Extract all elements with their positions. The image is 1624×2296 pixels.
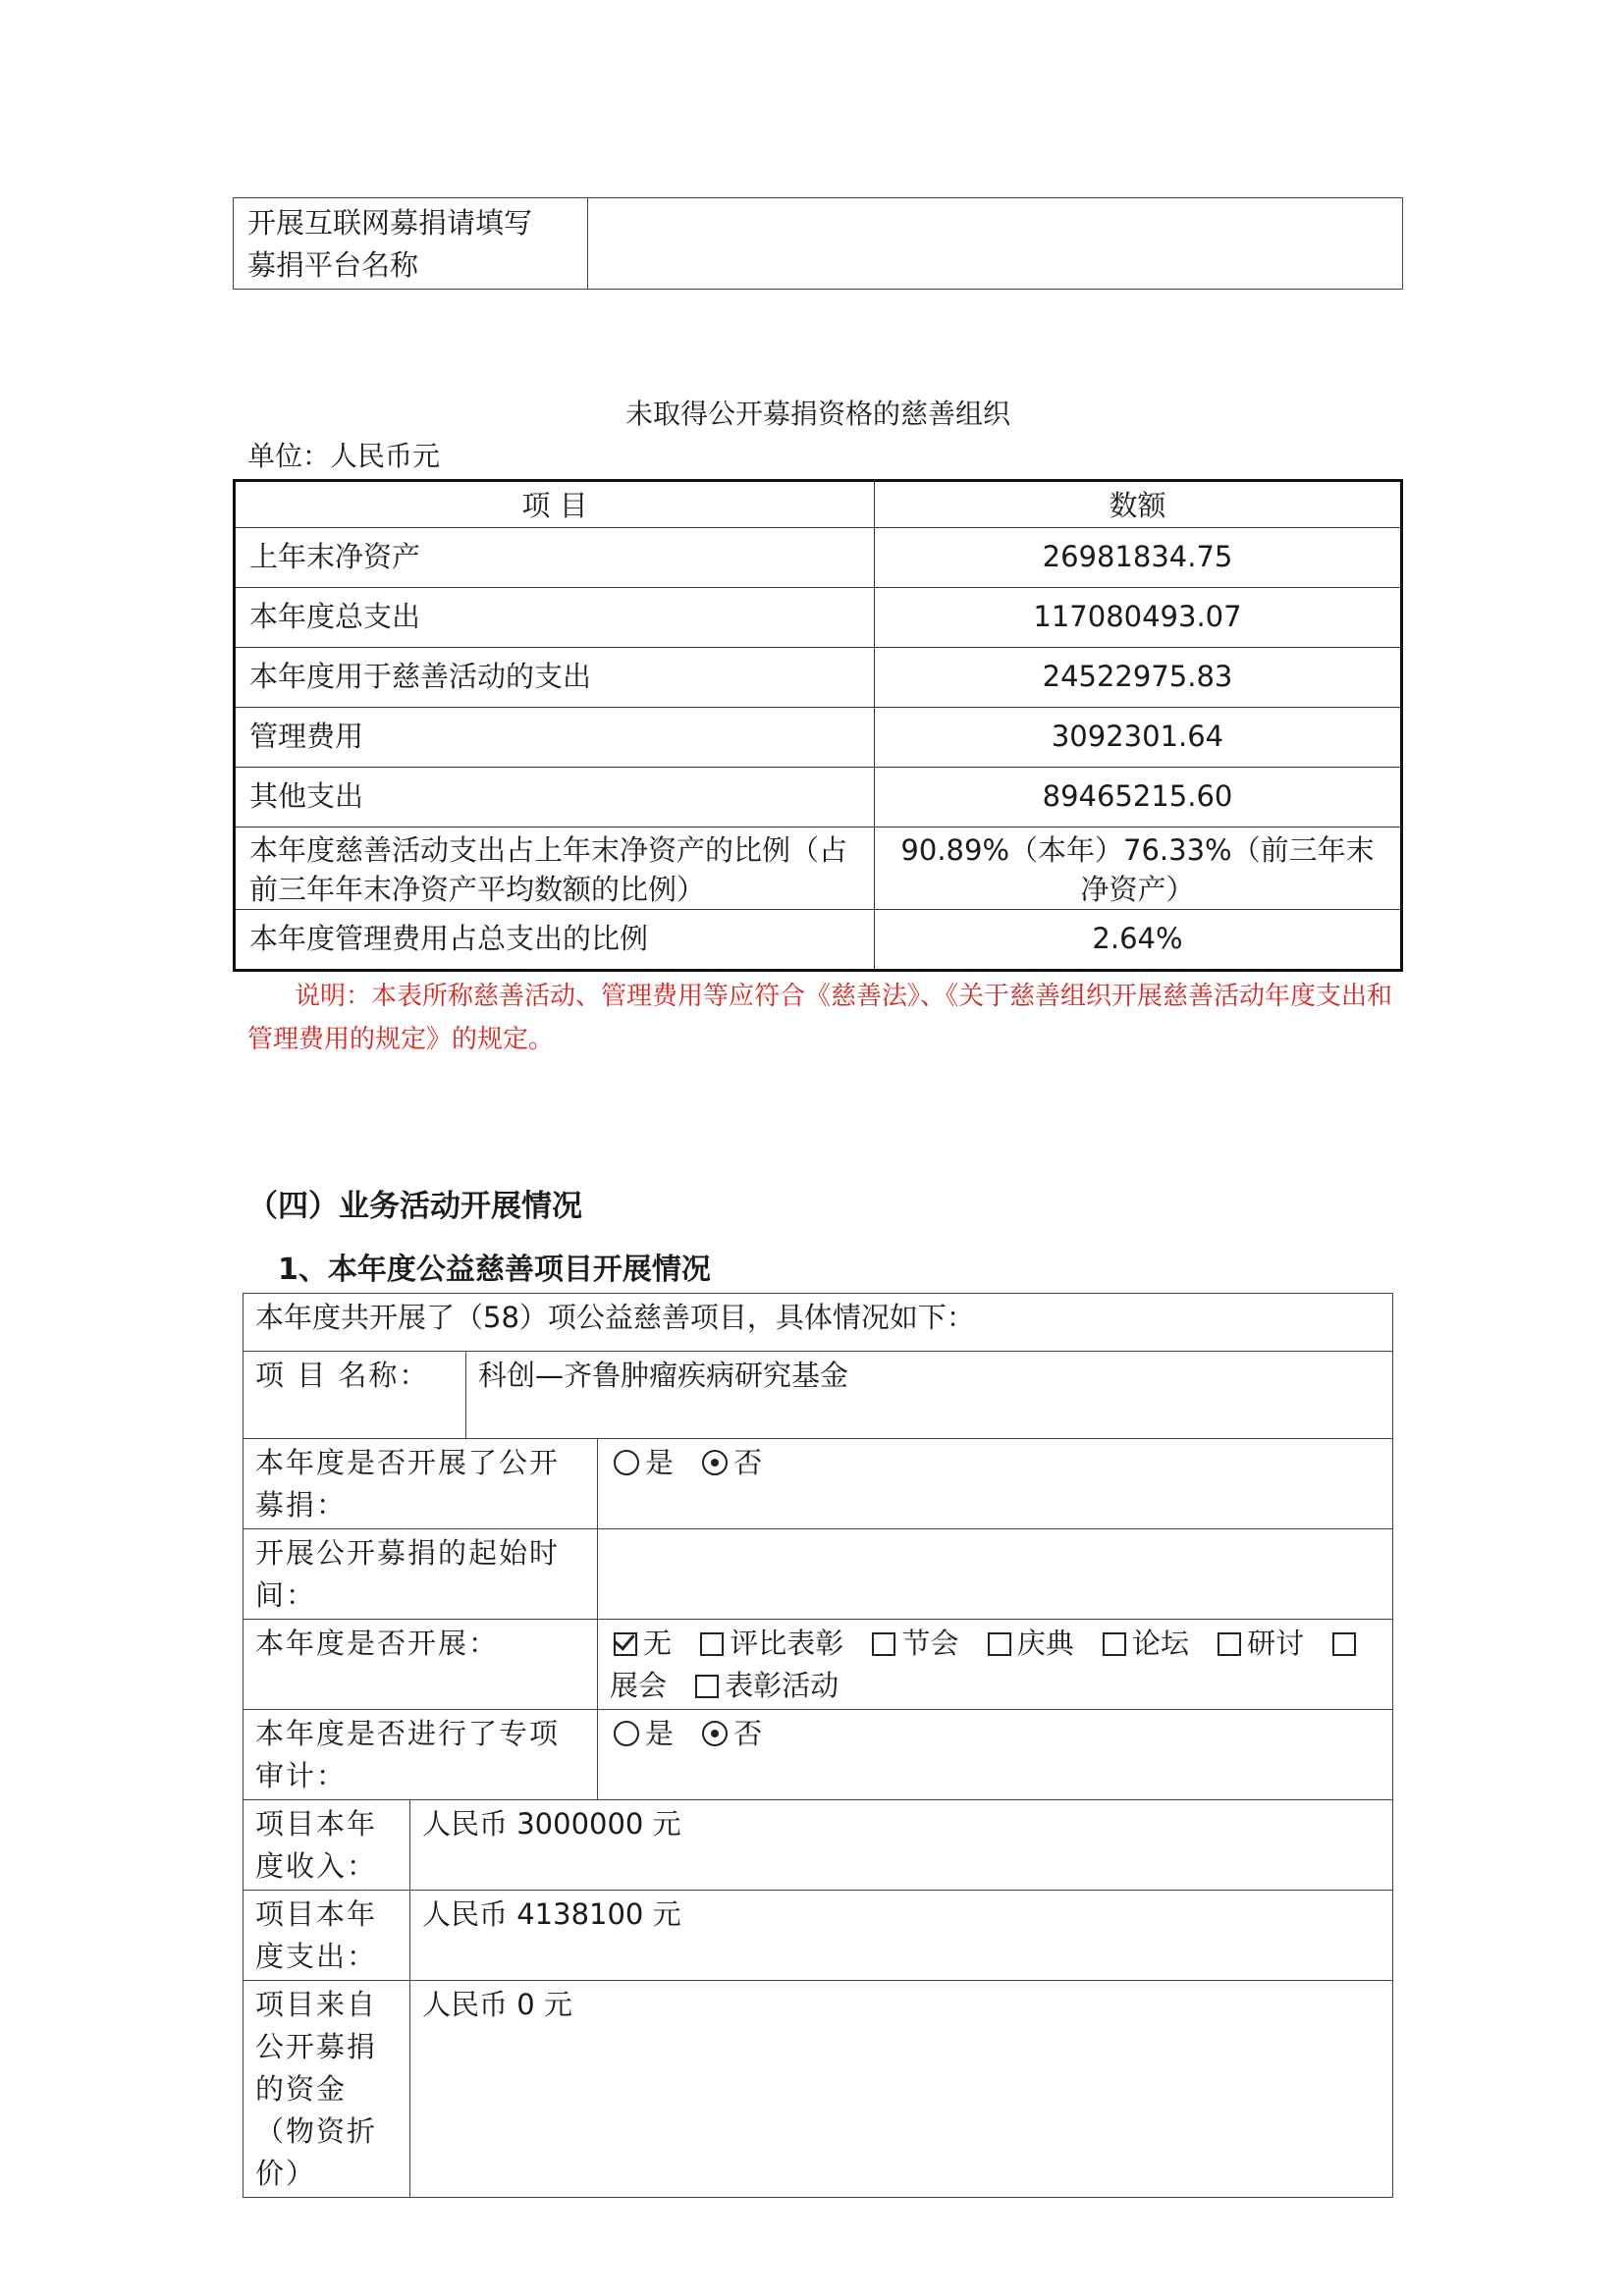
fundraising-platform-table bbox=[233, 197, 1403, 290]
table-row bbox=[235, 828, 1402, 910]
no-radio-icon[interactable] bbox=[702, 1721, 728, 1746]
special-audit-options bbox=[598, 1710, 1393, 1800]
platform-label-cell bbox=[234, 198, 588, 290]
yes-option-label: 是 bbox=[645, 1717, 675, 1750]
unit-label: 单位：人民币元 bbox=[247, 440, 441, 472]
start-time-label: 开展公开募捐的起始时间： bbox=[244, 1529, 598, 1620]
event-option-label: 研讨 bbox=[1247, 1627, 1305, 1660]
header-item: 项 目 bbox=[235, 481, 875, 528]
finance-table bbox=[233, 479, 1403, 972]
yes-option-label: 是 bbox=[645, 1446, 675, 1479]
project-intro: 本年度共开展了（58）项公益慈善项目，具体情况如下： bbox=[244, 1294, 1393, 1352]
row-amount: 24522975.83 bbox=[875, 648, 1402, 708]
row-amount: 3092301.64 bbox=[875, 708, 1402, 768]
row-amount: 26981834.75 bbox=[875, 528, 1402, 588]
project-name-value: 科创—齐鲁肿瘤疾病研究基金 bbox=[466, 1352, 1393, 1439]
special-audit-label: 本年度是否进行了专项审计： bbox=[244, 1710, 598, 1800]
row-item: 本年度总支出 bbox=[235, 588, 875, 648]
checkbox-icon[interactable] bbox=[1332, 1632, 1356, 1656]
event-option-label: 庆典 bbox=[1016, 1627, 1074, 1660]
row-amount: 89465215.60 bbox=[875, 768, 1402, 828]
header-amount: 数额 bbox=[875, 481, 1402, 528]
checkbox-icon[interactable] bbox=[1218, 1632, 1241, 1656]
finance-table-title: 未取得公开募捐资格的慈善组织 bbox=[624, 398, 1010, 430]
expense-value: 人民币 4138100 元 bbox=[410, 1891, 1393, 1981]
events-options bbox=[598, 1620, 1393, 1710]
event-option-label: 节会 bbox=[901, 1627, 959, 1660]
platform-value-cell[interactable] bbox=[588, 198, 1403, 290]
event-option-label: 展会 bbox=[610, 1669, 668, 1702]
events-label: 本年度是否开展： bbox=[244, 1620, 598, 1710]
expense-label: 项目本年度支出： bbox=[244, 1891, 410, 1981]
event-option-label: 评比表彰 bbox=[730, 1627, 844, 1660]
public-fundraising-options bbox=[598, 1439, 1393, 1529]
row-amount: 2.64% bbox=[875, 910, 1402, 971]
checkbox-icon[interactable] bbox=[695, 1675, 719, 1698]
section-subheading: 1、本年度公益慈善项目开展情况 bbox=[278, 1253, 711, 1287]
table-row bbox=[235, 708, 1402, 768]
project-name-label: 项 目 名称： bbox=[244, 1352, 466, 1439]
row-item: 本年度管理费用占总支出的比例 bbox=[235, 910, 875, 971]
section-heading: （四）业务活动开展情况 bbox=[247, 1189, 582, 1224]
row-item: 其他支出 bbox=[235, 768, 875, 828]
event-option-label: 表彰活动 bbox=[725, 1669, 839, 1702]
finance-note: 说明：本表所称慈善活动、管理费用等应符合《慈善法》、《关于慈善组织开展慈善活动年度支出和管理费用的规定》的规定。 bbox=[247, 982, 1393, 1054]
project-table bbox=[243, 1293, 1393, 2198]
checkbox-icon[interactable] bbox=[700, 1632, 724, 1656]
yes-radio-icon[interactable] bbox=[614, 1450, 639, 1475]
table-row bbox=[235, 648, 1402, 708]
checkbox-icon[interactable] bbox=[988, 1632, 1011, 1656]
no-option-label: 否 bbox=[733, 1446, 763, 1479]
platform-label-line2: 募捐平台名称 bbox=[247, 248, 419, 282]
row-item: 管理费用 bbox=[235, 708, 875, 768]
checkbox-icon[interactable] bbox=[614, 1632, 637, 1656]
row-item: 本年度用于慈善活动的支出 bbox=[235, 648, 875, 708]
finance-header-row bbox=[235, 481, 1402, 528]
row-item: 本年度慈善活动支出占上年末净资产的比例（占前三年年末净资产平均数额的比例） bbox=[235, 828, 875, 910]
event-option-label: 论坛 bbox=[1131, 1627, 1189, 1660]
row-amount: 117080493.07 bbox=[875, 588, 1402, 648]
public-fundraising-label: 本年度是否开展了公开募捐： bbox=[244, 1439, 598, 1529]
income-label: 项目本年度收入： bbox=[244, 1800, 410, 1891]
table-row bbox=[235, 528, 1402, 588]
checkbox-icon[interactable] bbox=[1103, 1632, 1126, 1656]
no-radio-icon[interactable] bbox=[702, 1450, 728, 1475]
no-option-label: 否 bbox=[733, 1717, 763, 1750]
public-funds-value: 人民币 0 元 bbox=[410, 1981, 1393, 2198]
table-row bbox=[235, 910, 1402, 971]
platform-label-line1: 开展互联网募捐请填写 bbox=[247, 206, 533, 240]
public-funds-label: 项目来自公开募捐的资金（物资折价） bbox=[244, 1981, 410, 2198]
checkbox-icon[interactable] bbox=[872, 1632, 895, 1656]
table-row bbox=[235, 768, 1402, 828]
event-option-label: 无 bbox=[643, 1627, 673, 1660]
row-amount: 90.89%（本年）76.33%（前三年末净资产） bbox=[875, 828, 1402, 910]
income-value: 人民币 3000000 元 bbox=[410, 1800, 1393, 1891]
row-item: 上年末净资产 bbox=[235, 528, 875, 588]
table-row bbox=[235, 588, 1402, 648]
yes-radio-icon[interactable] bbox=[614, 1721, 639, 1746]
start-time-value[interactable] bbox=[598, 1529, 1393, 1620]
